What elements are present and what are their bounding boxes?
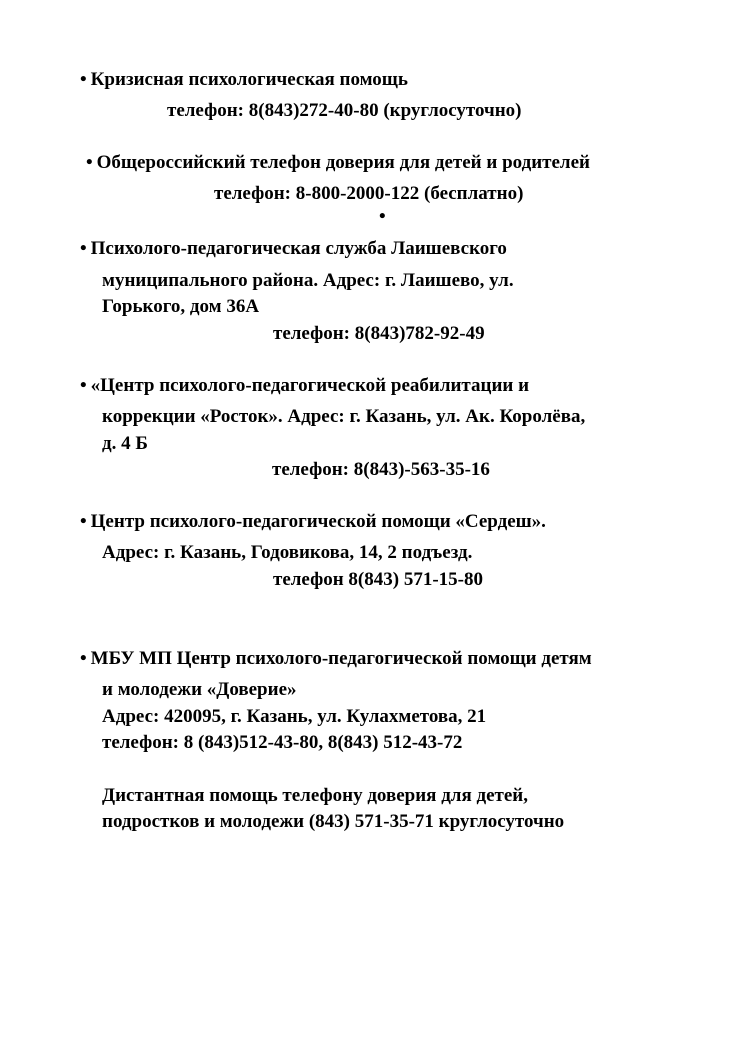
entry-1-title <box>80 69 408 91</box>
entry-4-phone: телефон: 8(843)-563-35-16 <box>272 459 490 480</box>
bullet-icon: • <box>379 206 386 227</box>
entry-6-address: Адрес: 420095, г. Казань, ул. Кулахметова, 21 <box>102 706 487 727</box>
bullet-icon: • <box>80 375 87 396</box>
bullet-icon: • <box>80 511 87 532</box>
entry-title-text: Кризисная психологическая помощь <box>90 69 408 90</box>
entry-2-title <box>86 152 590 174</box>
entry-4-title-line2: коррекции «Росток». Адрес: г. Казань, ул. Ак. Королёва, <box>102 406 586 427</box>
entry-title-text: Центр психолого-педагогической помощи «Сердеш». <box>90 511 546 532</box>
entry-3-title-line3: Горького, дом 36А <box>102 296 260 317</box>
entry-6-note-line2: подростков и молодежи (843) 571-35-71 круглосуточно <box>102 811 565 832</box>
entry-6-phone: телефон: 8 (843)512-43-80, 8(843) 512-43-72 <box>102 732 463 753</box>
entry-3-phone: телефон: 8(843)782-92-49 <box>273 323 485 344</box>
entry-5-title <box>80 511 546 533</box>
bullet-icon: • <box>86 152 93 173</box>
entry-6-note-line1: Дистантная помощь телефону доверия для детей, <box>102 785 529 806</box>
entry-4-title-line3: д. 4 Б <box>102 433 148 454</box>
entry-3-title <box>80 238 507 260</box>
entry-title-text: МБУ МП Центр психолого-педагогической помощи детям <box>90 648 592 669</box>
entry-6-title <box>80 648 592 670</box>
entry-5-phone: телефон 8(843) 571-15-80 <box>273 569 483 590</box>
bullet-icon: • <box>80 238 87 259</box>
bullet-icon: • <box>80 648 87 669</box>
entry-title-text: Психолого-педагогическая служба Лаишевского <box>90 238 507 259</box>
entry-title-text: «Центр психолого-педагогической реабилитации и <box>90 375 530 396</box>
entry-1-phone: телефон: 8(843)272-40-80 (круглосуточно) <box>167 100 522 121</box>
entry-title-text: Общероссийский телефон доверия для детей и родителей <box>96 152 590 173</box>
bullet-icon: • <box>80 69 87 90</box>
entry-4-title <box>80 375 529 397</box>
entry-6-title-line2: и молодежи «Доверие» <box>102 679 297 700</box>
entry-5-address: Адрес: г. Казань, Годовикова, 14, 2 подъезд. <box>102 542 473 563</box>
entry-2-phone: телефон: 8-800-2000-122 (бесплатно) <box>214 183 524 204</box>
entry-3-title-line2: муниципального района. Адрес: г. Лаишево, ул. <box>102 270 514 291</box>
